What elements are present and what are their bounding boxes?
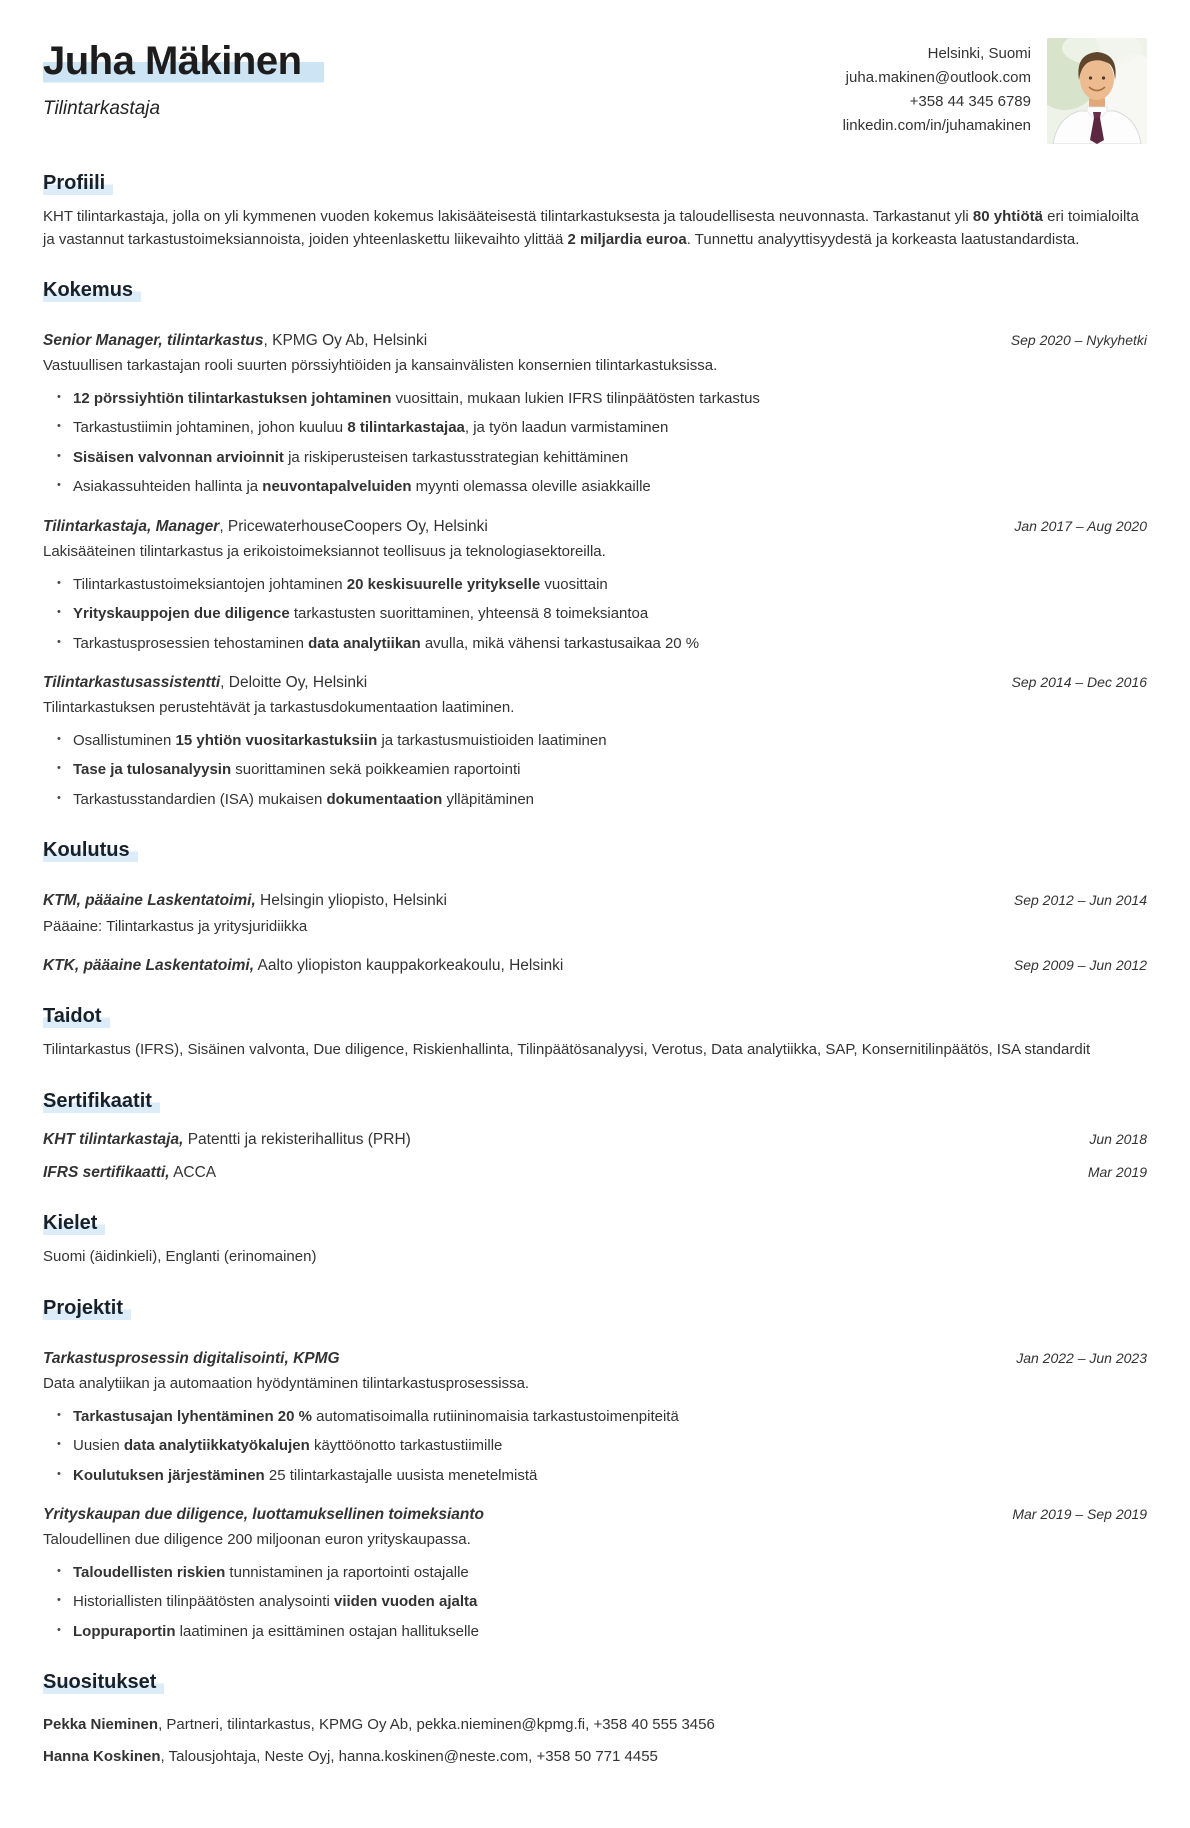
job-description: Tilintarkastuksen perustehtävät ja tarkastusdokumentaation laatiminen.: [43, 699, 515, 717]
bullet-item: • Tarkastusstandardien (ISA) mukaisen dokumentaation ylläpitäminen: [57, 789, 1147, 812]
profile-photo: [1047, 38, 1147, 144]
date-range: Mar 2019: [1087, 1164, 1147, 1180]
date-range: Sep 2009 – Jun 2012: [1013, 957, 1147, 973]
bullet-item: • Tilintarkastustoimeksiantojen johtaminen 20 keskisuurelle yritykselle vuosittain: [57, 574, 1147, 597]
education-title: KTK, pääaine Laskentatoimi, Aalto yliopiston kauppakorkeakoulu, Helsinki: [43, 957, 564, 974]
job-title: Tilintarkastusassistentti, Deloitte Oy, Helsinki: [43, 674, 368, 691]
bullet-item: • Historiallisten tilinpäätösten analysointi viiden vuoden ajalta: [57, 1591, 1147, 1614]
portrait-illustration: [1047, 38, 1147, 144]
job-bullet-list: [57, 574, 1147, 656]
section-heading-certifications: Sertifikaatit: [43, 1088, 160, 1114]
header: [43, 38, 1147, 144]
job-title: Senior Manager, tilintarkastus, KPMG Oy Ab, Helsinki: [43, 332, 428, 349]
contact-linkedin: linkedin.com/in/juhamakinen: [842, 117, 1031, 134]
bullet-item: • Taloudellisten riskien tunnistaminen ja raportointi ostajalle: [57, 1562, 1147, 1585]
section-experience: [43, 277, 1147, 811]
section-heading-projects: Projektit: [43, 1295, 131, 1321]
section-education: [43, 837, 1147, 977]
project-bullet-list: [57, 1562, 1147, 1644]
certification-title: IFRS sertifikaatti, ACCA: [43, 1164, 217, 1181]
section-heading-skills: Taidot: [43, 1003, 110, 1029]
education-title: KTM, pääaine Laskentatoimi, Helsingin yliopisto, Helsinki: [43, 892, 447, 910]
education-entry: [43, 889, 1147, 938]
job-entry: [43, 329, 1147, 499]
bullet-item: • 12 pörssiyhtiön tilintarkastuksen johtaminen vuosittain, mukaan lukien IFRS tilinpäätösten tarkastus: [57, 388, 1147, 411]
reference-entry: Pekka Nieminen, Partneri, tilintarkastus, KPMG Oy Ab, pekka.nieminen@kpmg.fi, +358 40 555 3456: [43, 1716, 715, 1734]
section-references: [43, 1669, 1147, 1768]
section-heading-languages: Kielet: [43, 1210, 105, 1236]
section-heading-experience: Kokemus: [43, 277, 141, 303]
bullet-item: • Koulutuksen järjestäminen 25 tilintarkastajalle uusista menetelmistä: [57, 1465, 1147, 1488]
job-entry: [43, 671, 1147, 811]
section-certifications: [43, 1088, 1147, 1185]
contact-block: [843, 38, 1031, 138]
bullet-item: • Asiakassuhteiden hallinta ja neuvontapalveluiden myynti olemassa oleville asiakkaille: [57, 476, 1147, 499]
section-projects: [43, 1295, 1147, 1644]
bullet-item: • Sisäisen valvonnan arvioinnit ja riskiperusteisen tarkastusstrategian kehittäminen: [57, 447, 1147, 470]
project-bullet-list: [57, 1406, 1147, 1488]
contact-phone: +358 44 345 6789: [909, 93, 1031, 110]
languages-text: Suomi (äidinkieli), Englanti (erinomainen): [43, 1248, 317, 1266]
project-title: Tarkastusprosessin digitalisointi, KPMG: [43, 1349, 340, 1367]
contact-email: juha.makinen@outlook.com: [845, 69, 1031, 86]
project-entry: [43, 1503, 1147, 1643]
job-bullet-list: [57, 388, 1147, 499]
date-range: Sep 2012 – Jun 2014: [1013, 892, 1147, 909]
bullet-item: • Tase ja tulosanalyysin suorittaminen sekä poikkeamien raportointi: [57, 759, 1147, 782]
header-left: [43, 38, 324, 124]
certification-entry: [43, 1128, 1147, 1151]
date-range: Jan 2017 – Aug 2020: [1014, 517, 1147, 534]
bullet-item: • Osallistuminen 15 yhtiön vuositarkastuksiin ja tarkastusmuistioiden laatiminen: [57, 730, 1147, 753]
section-heading-references: Suositukset: [43, 1669, 164, 1695]
date-range: Sep 2014 – Dec 2016: [1011, 674, 1147, 690]
person-name: Juha Mäkinen: [43, 38, 324, 84]
section-profile: [43, 170, 1147, 251]
job-entry: [43, 515, 1147, 655]
reference-entry: Hanna Koskinen, Talousjohtaja, Neste Oyj, hanna.koskinen@neste.com, +358 50 771 4455: [43, 1747, 658, 1765]
date-range: Sep 2020 – Nykyhetki: [1010, 332, 1147, 348]
certification-title: KHT tilintarkastaja, Patentti ja rekisterihallitus (PRH): [43, 1130, 411, 1148]
bullet-item: • Loppuraportin laatiminen ja esittäminen ostajan hallitukselle: [57, 1621, 1147, 1644]
job-title: Tilintarkastaja, Manager, PricewaterhouseCoopers Oy, Helsinki: [43, 517, 488, 535]
person-title: Tilintarkastaja: [43, 98, 161, 119]
job-description: Lakisääteinen tilintarkastus ja erikoistoimeksiannot teollisuus ja teknologiasektoreilla.: [43, 543, 606, 560]
bullet-item: • Tarkastusprosessien tehostaminen data analytiikan avulla, mikä vähensi tarkastusaikaa 20 %: [57, 633, 1147, 656]
certification-entry: [43, 1161, 1147, 1184]
date-range: Mar 2019 – Sep 2019: [1012, 1506, 1147, 1522]
section-heading-education: Koulutus: [43, 837, 138, 863]
project-title: Yrityskaupan due diligence, luottamuksellinen toimeksianto: [43, 1506, 484, 1523]
bullet-item: • Uusien data analytiikkatyökalujen käyttöönotto tarkastustiimille: [57, 1435, 1147, 1458]
job-description: Vastuullisen tarkastajan rooli suurten pörssiyhtiöiden ja kansainvälisten konsernien tilintarkastuksissa.: [43, 357, 718, 375]
date-range: Jun 2018: [1089, 1130, 1147, 1147]
job-bullet-list: [57, 730, 1147, 812]
project-description: Taloudellinen due diligence 200 miljoonan euron yrityskaupassa.: [43, 1531, 471, 1549]
header-right: [843, 38, 1147, 144]
skills-text: Tilintarkastus (IFRS), Sisäinen valvonta, Due diligence, Riskienhallinta, Tilinpäätösanalyysi, Verotus, Data analytiikka, SAP, Konsernitilinpäätös, ISA standardit: [43, 1041, 1091, 1059]
bullet-item: • Yrityskauppojen due diligence tarkastusten suorittaminen, yhteensä 8 toimeksiantoa: [57, 603, 1147, 626]
project-description: Data analytiikan ja automaation hyödyntäminen tilintarkastusprosessissa.: [43, 1375, 530, 1392]
bullet-item: • Tarkastustiimin johtaminen, johon kuuluu 8 tilintarkastajaa, ja työn laadun varmistaminen: [57, 417, 1147, 440]
profile-text: KHT tilintarkastaja, jolla on yli kymmenen vuoden kokemus lakisääteisestä tilintarkastuksesta ja taloudellisesta neuvonnasta. Tarkastanut yli 80 yhtiötä eri toimialoilta ja vastannut tarkastustoimeksiannoista, joiden yhteenlaskettu liikevaihto ylittää 2 miljardia euroa. Tunnettu analyyttisyydestä ja korkeasta laatustandardista.: [43, 208, 1139, 248]
education-entry: [43, 954, 1147, 977]
section-skills: [43, 1003, 1147, 1062]
contact-location: Helsinki, Suomi: [927, 45, 1031, 62]
project-entry: [43, 1347, 1147, 1487]
bullet-item: • Tarkastusajan lyhentäminen 20 % automatisoimalla rutiininomaisia tarkastustoimenpiteitä: [57, 1406, 1147, 1429]
section-heading-profile: Profiili: [43, 170, 113, 196]
education-description: Pääaine: Tilintarkastus ja yritysjuridiikka: [43, 917, 308, 935]
section-languages: [43, 1210, 1147, 1269]
date-range: Jan 2022 – Jun 2023: [1016, 1349, 1147, 1366]
